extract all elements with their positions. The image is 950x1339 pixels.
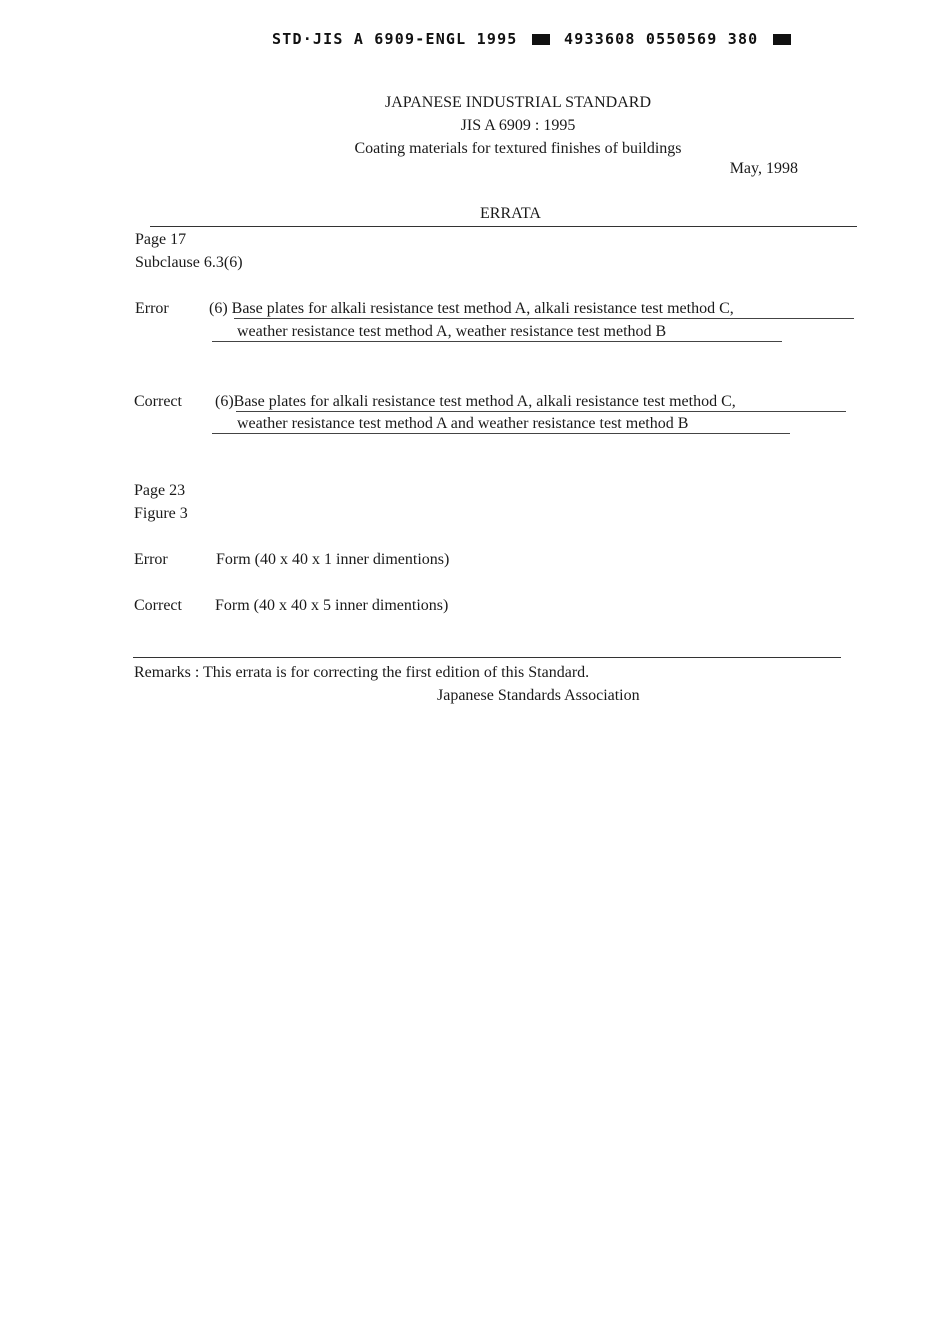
- correct-text-line1: (6)Base plates for alkali resistance test method A, alkali resistance test method C,: [215, 393, 736, 410]
- publisher-name: Japanese Standards Association: [437, 687, 640, 704]
- entry-location: Figure 3: [134, 505, 188, 522]
- black-block-mark: [773, 34, 791, 45]
- remarks-text: Remarks : This errata is for correcting the first edition of this Standard.: [134, 664, 590, 681]
- text-underline: [212, 341, 782, 342]
- standard-org-title: JAPANESE INDUSTRIAL STANDARD: [385, 94, 651, 111]
- error-text-line2: weather resistance test method A, weather resistance test method B: [237, 323, 667, 340]
- errata-heading: ERRATA: [480, 205, 541, 222]
- text-underline: [234, 318, 854, 319]
- error-text-line1: (6) Base plates for alkali resistance test method A, alkali resistance test method C,: [209, 300, 734, 317]
- correct-text-line2: weather resistance test method A and weather resistance test method B: [237, 415, 689, 432]
- document-code-part2: 4933608 0550569 380: [564, 30, 759, 48]
- black-block-mark: [532, 34, 550, 45]
- entry-page: Page 23: [134, 482, 186, 499]
- footer-rule: [133, 657, 841, 658]
- text-underline: [212, 433, 790, 434]
- standard-number: JIS A 6909 : 1995: [460, 117, 576, 134]
- standard-title-block: [250, 91, 786, 160]
- header-rule: [150, 226, 857, 227]
- document-code-part1: STD·JIS A 6909-ENGL 1995: [272, 30, 518, 48]
- entry-page: Page 17: [135, 231, 187, 248]
- errata-date: May, 1998: [729, 160, 798, 177]
- error-label: Error: [134, 551, 168, 568]
- correct-text: Form (40 x 40 x 5 inner dimentions): [215, 597, 449, 614]
- correct-label: Correct: [134, 597, 182, 614]
- correct-label: Correct: [134, 393, 182, 410]
- error-text: Form (40 x 40 x 1 inner dimentions): [216, 551, 450, 568]
- error-label: Error: [135, 300, 169, 317]
- standard-subject: Coating materials for textured finishes of buildings: [354, 140, 682, 157]
- document-code-header: [272, 30, 795, 48]
- entry-location: Subclause 6.3(6): [135, 254, 243, 271]
- text-underline: [236, 411, 846, 412]
